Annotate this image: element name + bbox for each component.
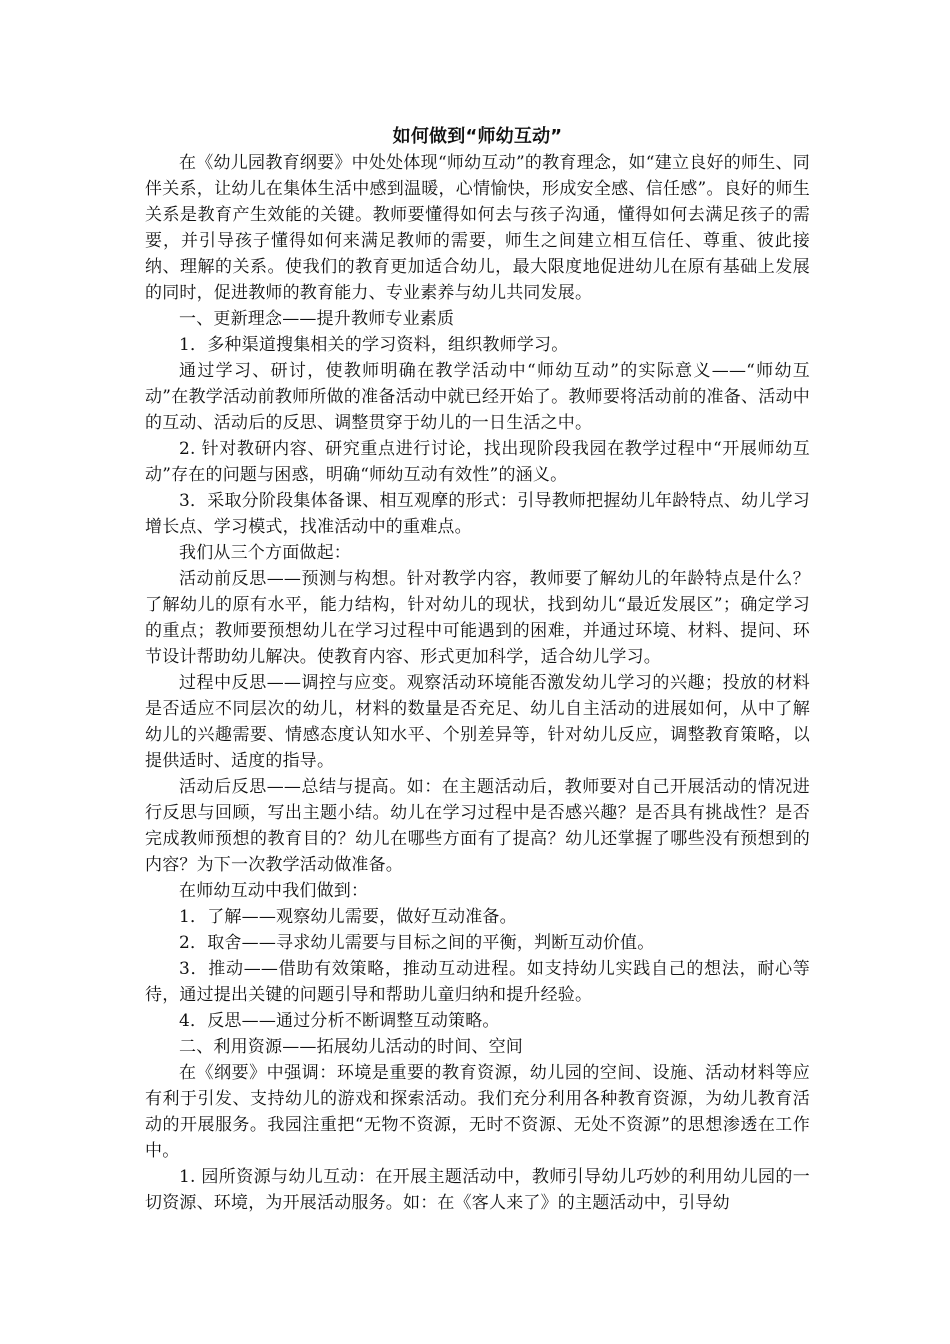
paragraph-item-1-3: 3．采取分阶段集体备课、相互观摩的形式：引导教师把握幼儿年龄特点、幼儿学习增长点、学习模式，找准活动中的重难点。 [145,491,810,537]
paragraph-before-activity: 活动前反思——预测与构想。针对教学内容，教师要了解幼儿的年龄特点是什么？了解幼儿的原有水平，能力结构，针对幼儿的现状，找到幼儿“最近发展区”；确定学习的重点；教师要预想幼儿在学习过程中可能遇到的困难，并通过环境、材料、提问、环节设计帮助幼儿解决。使教育内容、形式更加科学，适合幼儿学习。 [145,569,810,667]
paragraph-interaction-intro: 在师幼互动中我们做到： [179,881,369,901]
paragraph-study: 通过学习、研讨，使教师明确在教学活动中“师幼互动”的实际意义——“师幼互动”在教学活动前教师所做的准备活动中就已经开始了。教师要将活动前的准备、活动中的互动、活动后的反思、调整贯穿于幼儿的一日生活之中。 [145,361,810,433]
paragraph-item-1-2: 2. 针对教研内容、研究重点进行讨论，找出现阶段我园在教学过程中“开展师幼互动”存在的问题与困惑，明确“师幼互动有效性”的涵义。 [145,439,810,485]
paragraph-step-2: 2．取舍——寻求幼儿需要与目标之间的平衡，判断互动价值。 [179,933,655,953]
paragraph-step-4: 4．反思——通过分析不断调整互动策略。 [179,1011,500,1031]
paragraph-step-1: 1．了解——观察幼儿需要，做好互动准备。 [179,907,517,927]
paragraph-after-activity: 活动后反思——总结与提高。如：在主题活动后，教师要对自己开展活动的情况进行反思与回顾，写出主题小结。幼儿在学习过程中是否感兴趣？是否具有挑战性？是否完成教师预想的教育目的？幼儿在哪些方面有了提高？幼儿还掌握了哪些没有预想到的内容？为下一次教学活动做准备。 [145,777,810,875]
paragraph-during-activity: 过程中反思——调控与应变。观察活动环境能否激发幼儿学习的兴趣；投放的材料是否适应不同层次的幼儿，材料的数量是否充足、幼儿自主活动的进展如何，从中了解幼儿的兴趣需要、情感态度认知水平、个别差异等，针对幼儿反应，调整教育策略，以提供适时、适度的指导。 [145,673,810,771]
paragraph-step-3: 3．推动——借助有效策略，推动互动进程。如支持幼儿实践自己的想法，耐心等待，通过提出关键的问题引导和帮助儿童归纳和提升经验。 [145,959,810,1005]
paragraph-item-1-1: 1．多种渠道搜集相关的学习资料，组织教师学习。 [179,335,569,355]
section-heading-2: 二、利用资源——拓展幼儿活动的时间、空间 [179,1037,523,1057]
section-heading-1: 一、更新理念——提升教师专业素质 [179,309,455,329]
paragraph-three-aspects: 我们从三个方面做起： [179,543,351,563]
paragraph-resources: 在《纲要》中强调：环境是重要的教育资源，幼儿园的空间、设施、活动材料等应有利于引发、支持幼儿的游戏和探索活动。我们充分利用各种教育资源，为幼儿教育活动的开展服务。我园注重把“无物不资源，无时不资源、无处不资源”的思想渗透在工作中。 [145,1063,810,1161]
document-body [145,124,810,1216]
document-title: 如何做到“师幼互动” [392,126,563,147]
paragraph-item-2-1: 1. 园所资源与幼儿互动：在开展主题活动中，教师引导幼儿巧妙的利用幼儿园的一切资源、环境，为开展活动服务。如：在《客人来了》的主题活动中，引导幼 [145,1167,810,1213]
paragraph-intro: 在《幼儿园教育纲要》中处处体现“师幼互动”的教育理念，如“建立良好的师生、同伴关系，让幼儿在集体生活中感到温暖，心情愉快，形成安全感、信任感”。良好的师生关系是教育产生效能的关键。教师要懂得如何去与孩子沟通，懂得如何去满足孩子的需要，并引导孩子懂得如何来满足教师的需要，师生之间建立相互信任、尊重、彼此接纳、理解的关系。使我们的教育更加适合幼儿，最大限度地促进幼儿在原有基础上发展的同时，促进教师的教育能力、专业素养与幼儿共同发展。 [145,153,810,303]
